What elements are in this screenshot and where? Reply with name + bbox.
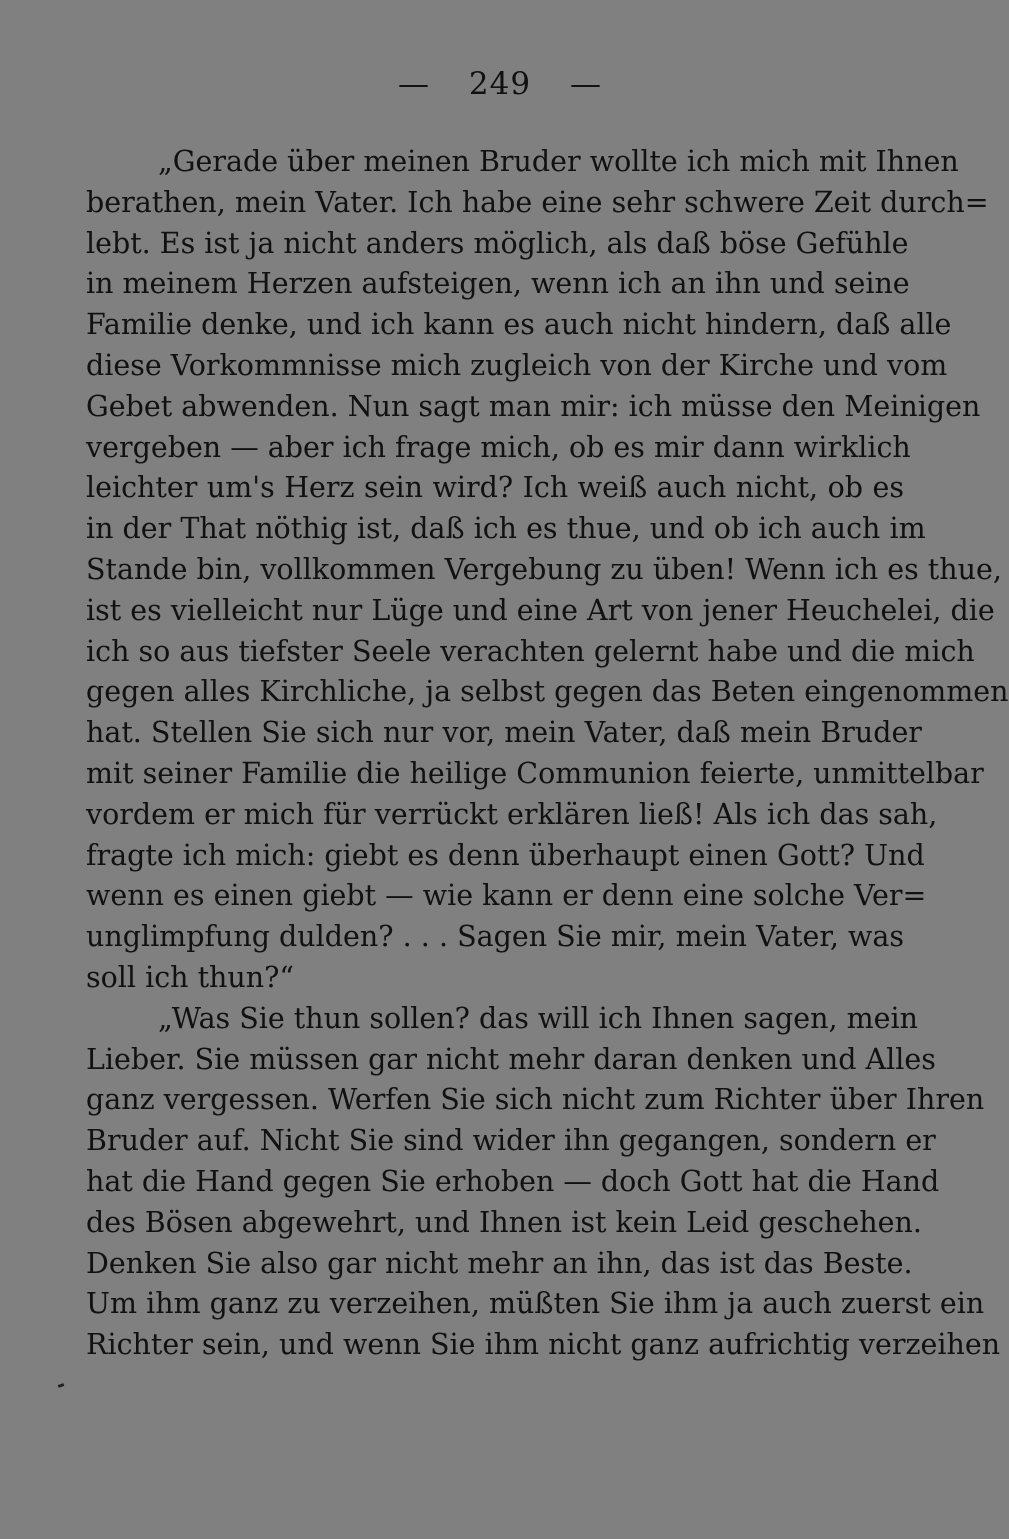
page-number: 249 bbox=[468, 66, 532, 102]
text-line: Stande bin, vollkommen Vergebung zu üben! Wenn ich es thue, bbox=[86, 552, 1002, 586]
text-line: Familie denke, und ich kann es auch nicht hindern, daß alle bbox=[86, 308, 952, 342]
text-line: Lieber. Sie müssen gar nicht mehr daran denken und Alles bbox=[86, 1042, 936, 1076]
text-line: Bruder auf. Nicht Sie sind wider ihn gegangen, sondern er bbox=[86, 1124, 936, 1158]
page-number-dash-left: — bbox=[398, 66, 431, 102]
text-line: „Gerade über meinen Bruder wollte ich mich mit Ihnen bbox=[158, 145, 959, 178]
page-number-dash-right: — bbox=[569, 66, 602, 102]
page-number-header bbox=[0, 66, 1000, 102]
body-text bbox=[86, 142, 1009, 1366]
text-line: hat. Stellen Sie sich nur vor, mein Vater, daß mein Bruder bbox=[86, 716, 922, 750]
text-line: ich so aus tiefster Seele verachten gelernt habe und die mich bbox=[86, 634, 975, 668]
text-line: wenn es einen giebt — wie kann er denn eine solche Ver= bbox=[86, 879, 927, 913]
text-line: Richter sein, und wenn Sie ihm nicht ganz aufrichtig verzeihen bbox=[86, 1328, 1001, 1362]
text-line: fragte ich mich: giebt es denn überhaupt einen Gott? Und bbox=[86, 838, 925, 872]
text-line: ist es vielleicht nur Lüge und eine Art von jener Heuchelei, die bbox=[86, 593, 995, 627]
text-line: des Bösen abgewehrt, und Ihnen ist kein Leid geschehen. bbox=[86, 1205, 922, 1239]
text-line: vordem er mich für verrückt erklären ließ! Als ich das sah, bbox=[86, 797, 938, 831]
text-line: vergeben — aber ich frage mich, ob es mir dann wirklich bbox=[86, 430, 911, 464]
ink-speck bbox=[58, 1383, 65, 1388]
text-line: in meinem Herzen aufsteigen, wenn ich an ihn und seine bbox=[86, 267, 910, 301]
text-line: soll ich thun?“ bbox=[86, 960, 294, 994]
text-line: Um ihm ganz zu verzeihen, müßten Sie ihm ja auch zuerst ein bbox=[86, 1287, 985, 1321]
text-line: lebt. Es ist ja nicht anders möglich, als daß böse Gefühle bbox=[86, 226, 909, 260]
text-line: mit seiner Familie die heilige Communion feierte, unmittelbar bbox=[86, 756, 984, 790]
paragraph-2 bbox=[86, 999, 1001, 1366]
text-line: Denken Sie also gar nicht mehr an ihn, das ist das Beste. bbox=[86, 1246, 913, 1280]
text-line: ganz vergessen. Werfen Sie sich nicht zum Richter über Ihren bbox=[86, 1083, 985, 1117]
text-line: gegen alles Kirchliche, ja selbst gegen das Beten eingenommen bbox=[86, 675, 1009, 709]
text-line: berathen, mein Vater. Ich habe eine sehr schwere Zeit durch= bbox=[86, 185, 989, 219]
text-line: leichter um's Herz sein wird? Ich weiß auch nicht, ob es bbox=[86, 471, 904, 505]
text-line: unglimpfung dulden? . . . Sagen Sie mir, mein Vater, was bbox=[86, 920, 904, 954]
text-line: Gebet abwenden. Nun sagt man mir: ich müsse den Meinigen bbox=[86, 389, 981, 423]
text-line: in der That nöthig ist, daß ich es thue, und ob ich auch im bbox=[86, 512, 926, 546]
text-line: diese Vorkommnisse mich zugleich von der Kirche und vom bbox=[86, 348, 948, 382]
paragraph-1 bbox=[86, 142, 1009, 999]
text-line: „Was Sie thun sollen? das will ich Ihnen sagen, mein bbox=[158, 1001, 918, 1035]
text-line: hat die Hand gegen Sie erhoben — doch Gott hat die Hand bbox=[86, 1164, 940, 1198]
